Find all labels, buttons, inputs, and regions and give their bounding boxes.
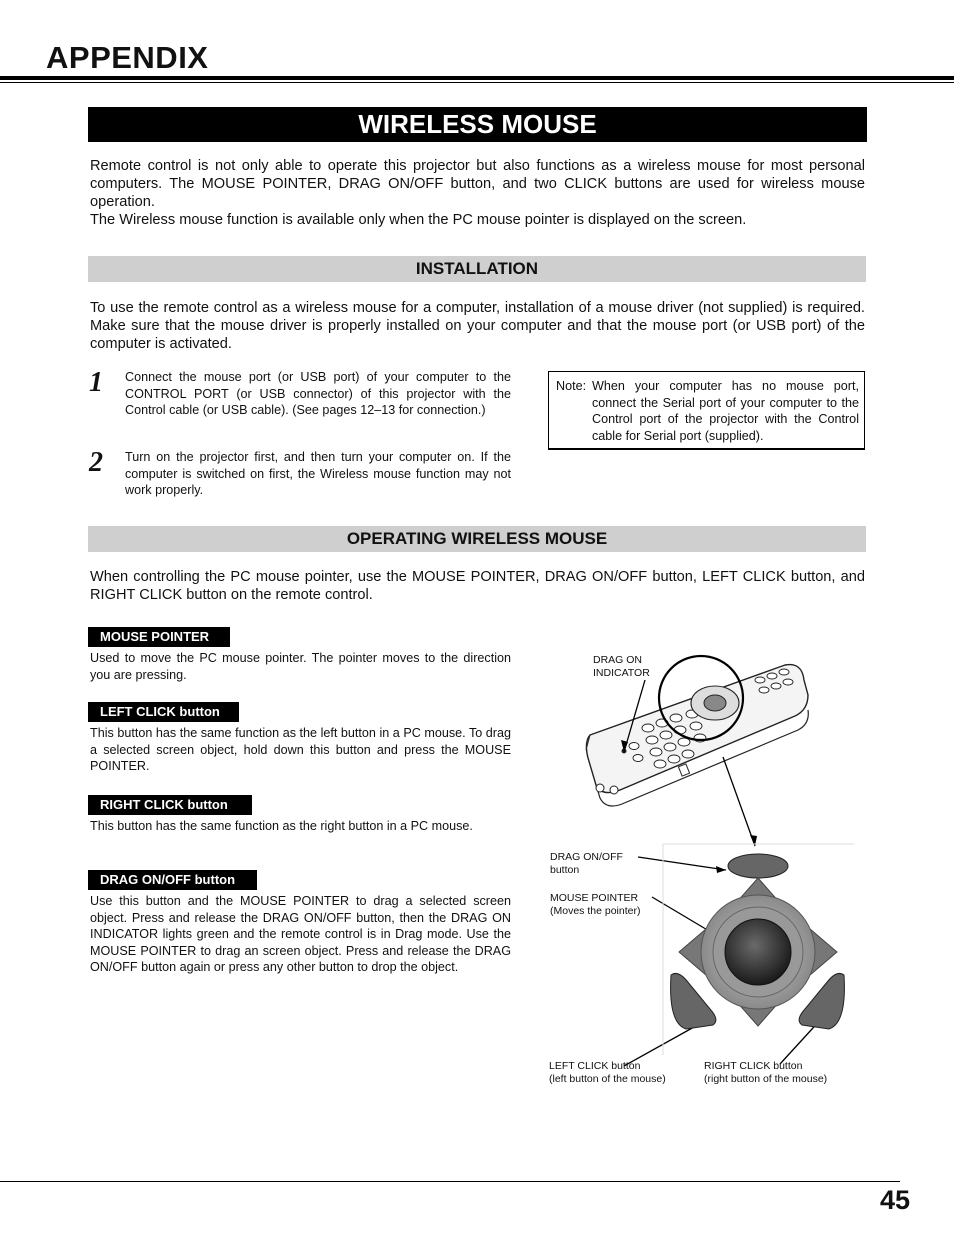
step-1-text: Connect the mouse port (or USB port) of your computer to the CONTROL PORT (or USB connector) of this projector with the Control cable (or USB cable). (See pages 12–13 for connection.): [125, 370, 511, 417]
drag-onoff-button-shape: [728, 854, 788, 878]
operating-heading: OPERATING WIRELESS MOUSE: [88, 526, 866, 552]
mouse-pointer-label: MOUSE POINTER (Moves the pointer): [550, 892, 641, 917]
right-click-label: RIGHT CLICK button (right button of the mouse): [704, 1060, 828, 1085]
enlarged-controls: [663, 844, 854, 1055]
header-rule: [0, 76, 954, 80]
drag-onoff-tag: DRAG ON/OFF button: [88, 870, 257, 890]
footer-rule: [0, 1181, 900, 1182]
mouse-pointer-tag: MOUSE POINTER: [88, 627, 230, 647]
drag-onoff-label: DRAG ON/OFF button: [550, 851, 623, 876]
operating-intro: When controlling the PC mouse pointer, use the MOUSE POINTER, DRAG ON/OFF button, LEFT CLICK button, and RIGHT CLICK button on the remote control.: [90, 569, 865, 603]
note-label: Note:: [556, 379, 587, 393]
note-box: [548, 371, 865, 450]
page-number: 45: [880, 1185, 911, 1215]
installation-heading: INSTALLATION: [88, 256, 866, 282]
intro-paragraph: [90, 157, 865, 229]
right-click-tag: RIGHT CLICK button: [88, 795, 252, 815]
left-click-text: This button has the same function as the left button in a PC mouse. To drag a selected screen object, hold down this button and press the MOUSE POINTER.: [90, 726, 511, 773]
header-rule-thin: [0, 82, 954, 83]
left-click-label: LEFT CLICK button (left button of the mouse): [549, 1060, 666, 1085]
drag-on-indicator-label: DRAG ON INDICATOR: [593, 654, 650, 679]
drag-onoff-text: Use this button and the MOUSE POINTER to drag a selected screen object. Press and release the DRAG ON/OFF button, then the DRAG ON INDICATOR lights green and the remote control is in Drag mode. Use the MOUSE POINTER to drag an screen object. Press and release the DRAG ON/OFF button again or press any other button to drop the object.: [90, 894, 511, 974]
step-2-number: 2: [89, 447, 103, 478]
intro-text-2: The Wireless mouse function is available only when the PC mouse pointer is displayed on the screen.: [90, 212, 747, 228]
installation-intro: To use the remote control as a wireless mouse for a computer, installation of a mouse driver (not supplied) is required. Make sure that the mouse driver is properly installed on your computer and that the mouse port (or USB port) of the computer is activated.: [90, 300, 865, 352]
step-2-text: Turn on the projector first, and then turn your computer on. If the computer is switched on first, the Wireless mouse function may not work properly.: [125, 450, 511, 497]
step-1-number: 1: [89, 367, 103, 398]
remote-body: [586, 665, 808, 806]
intro-text-1: Remote control is not only able to operate this projector but also functions as a wireless mouse for most personal computers. The MOUSE POINTER, DRAG ON/OFF button, and two CLICK buttons are used for wireless mouse operation.: [90, 158, 865, 210]
left-click-tag: LEFT CLICK button: [88, 702, 239, 722]
right-click-text: This button has the same function as the right button in a PC mouse.: [90, 819, 473, 833]
mouse-pointer-text: Used to move the PC mouse pointer. The pointer moves to the direction you are pressing.: [90, 651, 511, 682]
note-text: When your computer has no mouse port, connect the Serial port of your computer to the Control port of the projector with the Control cable for Serial port (supplied).: [592, 379, 859, 443]
page-section-title: APPENDIX: [46, 40, 209, 75]
wireless-mouse-title: WIRELESS MOUSE: [88, 107, 867, 142]
